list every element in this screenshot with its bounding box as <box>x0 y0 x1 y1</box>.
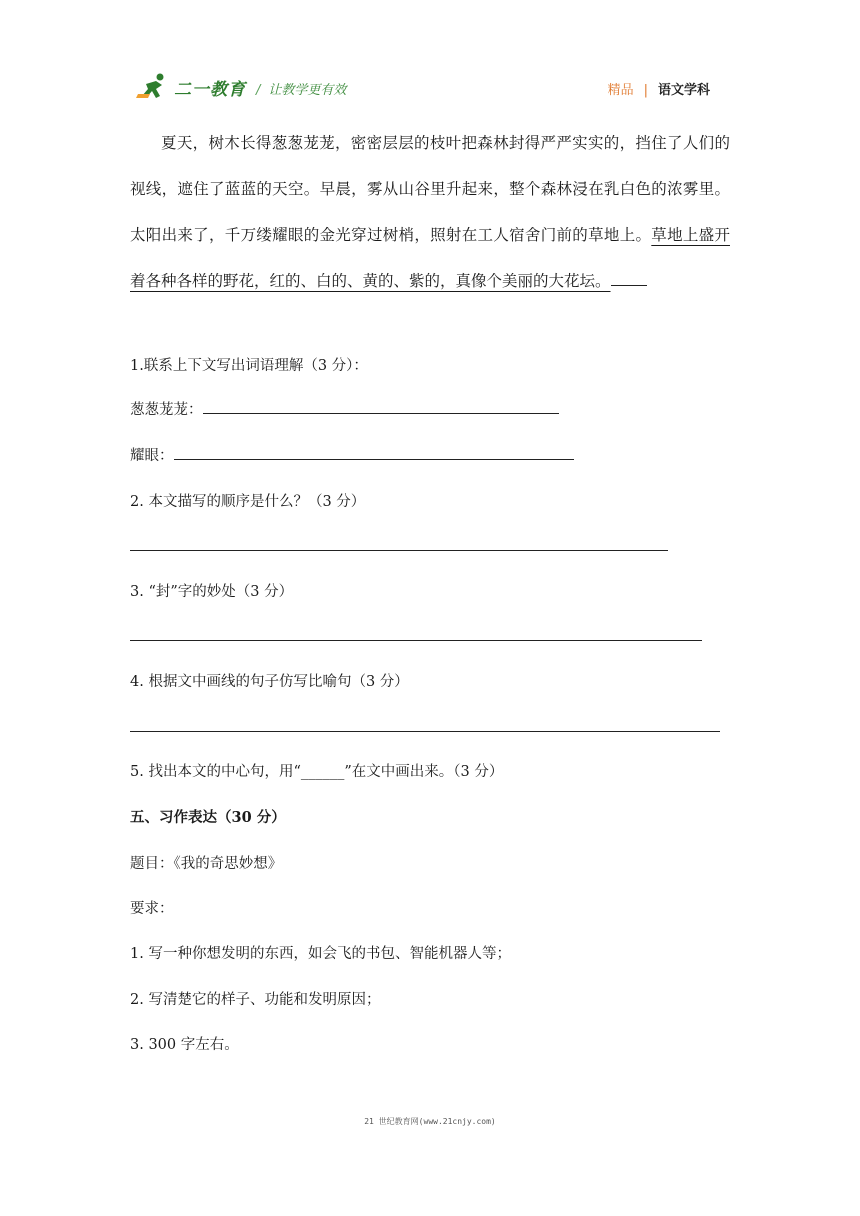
question-5-blank: ______ <box>300 764 345 780</box>
question-3: 3. “封”字的妙处（3 分） <box>130 584 294 600</box>
requirement-2: 2. 写清楚它的样子、功能和发明原因； <box>130 992 381 1008</box>
page-header <box>136 72 720 104</box>
question-1b-label: 耀眼： <box>130 448 174 464</box>
requirements-label: 要求： <box>130 901 174 917</box>
underline-tail <box>611 275 647 286</box>
subject-badge <box>608 79 710 98</box>
badge-separator: | <box>643 83 648 98</box>
answer-line-3[interactable] <box>130 640 702 641</box>
question-1b <box>130 444 574 465</box>
reading-passage <box>130 120 730 304</box>
logo-text: 二一教育 <box>174 79 246 100</box>
question-4: 4. 根据文中画线的句子仿写比喻句（3 分） <box>130 674 409 690</box>
composition-topic: 题目：《我的奇思妙想》 <box>130 856 283 872</box>
answer-line-2[interactable] <box>130 550 668 551</box>
section-title: 五、习作表达（30 分） <box>130 809 286 826</box>
subject-label: 语文学科 <box>657 83 710 98</box>
answer-blank-1a[interactable] <box>203 399 559 414</box>
question-1a <box>130 398 559 419</box>
requirement-1: 1. 写一种你想发明的东西，如会飞的书包、智能机器人等； <box>130 946 511 962</box>
requirement-3: 3. 300 字左右。 <box>130 1037 239 1053</box>
question-5 <box>130 760 503 781</box>
question-2: 2. 本文描写的顺序是什么？（3 分） <box>130 494 366 510</box>
question-5-after: ”在文中画出来。（3 分） <box>344 764 504 780</box>
question-1a-label: 葱葱茏茏： <box>130 402 203 418</box>
answer-line-4[interactable] <box>130 731 720 732</box>
slogan-slash: / <box>256 83 261 98</box>
answer-blank-1b[interactable] <box>174 445 574 460</box>
question-5-before: 5. 找出本文的中心句，用“ <box>130 764 301 780</box>
slogan-text: 让教学更有效 <box>268 83 347 98</box>
passage-text: 夏天，树木长得葱葱茏茏，密密层层的枝叶把森林封得严严实实的，挡住了人们的视线，遮住了蓝蓝的天空。早晨，雾从山谷里升起来，整个森林浸在乳白色的浓雾里。太阳出来了，千万缕耀眼的金光穿过树梢，照射在工人宿舍门前的草地上。 <box>130 134 730 244</box>
running-figure-icon <box>136 72 172 102</box>
underlined-sentence: 草地上盛开着各种各样的野花，红的、白的、黄的、紫的，真像个美丽的大花坛。 <box>130 226 730 290</box>
question-1-title: 1.联系上下文写出词语理解（3 分）： <box>130 358 368 374</box>
brand-logo <box>136 72 246 102</box>
quality-label: 精品 <box>607 83 634 98</box>
slogan <box>256 79 346 98</box>
page-footer: 21 世纪教育网(www.21cnjy.com) <box>364 1117 496 1126</box>
